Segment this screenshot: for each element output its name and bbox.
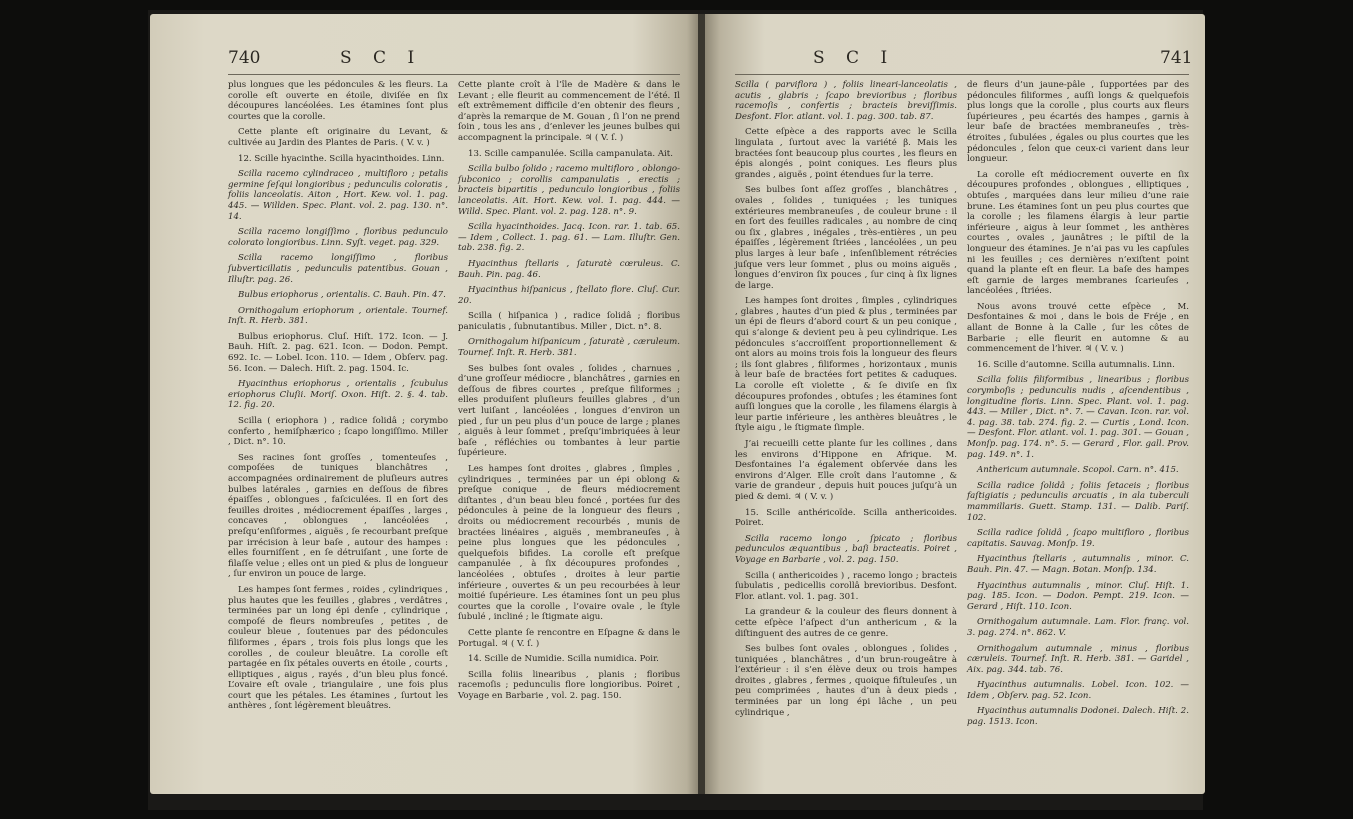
paragraph: Scilla racemo longo , ſpicato ; floribus pedunculos æquantibus , baſi bracteatis. Poiret , Voyage en Barbarie , vol. 2. pag. 150.: [735, 533, 957, 565]
paragraph: Hyacinthus autumnalis. Lobel. Icon. 102. — Idem , Obſerv. pag. 52. Icon.: [967, 680, 1189, 701]
paragraph: Cette plante croît à l’île de Madère & dans le Levant ; elle fleurit au commencement de l’été. Il eſt extrêmement difficile d’en obtenir des fleurs , d’après la remarque de M. Gouan , ſi l’on ne prend ſoin , tous les ans , d’enlever les jeunes bulbes qui accompagnent la principale. ♃ ( V. ſ. ): [458, 80, 680, 143]
paragraph: Scilla racemo cylindraceo , multifloro ; petalis germine ſeſqui longioribus ; pedunculis coloratis , foliis lanceolatis. Aiton , Hort. Kew. vol. 1. pag. 445. — Willden. Spec. Plant. vol. 2. pag. 130. n°. 14.: [228, 169, 448, 222]
paragraph: Ses bulbes ſont aſſez groſſes , blanchâtres , ovales , ſolides , tuniquées ; les tuniques extérieures membraneuſes , de couleur brune : il en ſort des feuilles radicales , au nombre de cinq ou ſix , glabres , inégales , très-entières , un peu épaiſſes , légèrement ſtriées , lancéolées , un peu plus larges à leur baſe , inſenſiblement rétrécies juſque vers leur ſommet , plus ou moins aiguës , longues d’environ ſix pouces , ſur cinq à ſix lignes de large.: [735, 185, 957, 291]
paragraph: Ornithogalum autumnale. Lam. Flor. franç. vol. 3. pag. 274. n°. 862. V.: [967, 617, 1189, 638]
paragraph: Scilla foliis linearibus , planis ; floribus racemoſis ; pedunculis flore longioribus. Poiret , Voyage en Barbarie , vol. 2. pag. 150.: [458, 669, 680, 701]
left-page-number: 740: [228, 48, 261, 68]
paragraph: Scilla ( eriophora ) , radice ſolidâ ; corymbo conferto , hemiſphærico ; ſcapo longiſſimo. Miller , Dict. n°. 10.: [228, 416, 448, 448]
paragraph: Hyacinthus ſtellaris , ſaturatè cœruleus. C. Bauh. Pin. pag. 46.: [458, 258, 680, 280]
paragraph: Cette plante eſt originaire du Levant, & cultivée au Jardin des Plantes de Paris. ( V. v. ): [228, 127, 448, 148]
paragraph: J’ai recueilli cette plante ſur les collines , dans les environs d’Hippone en Afrique. M. Desfontaines l’a également obſervée dans les environs d’Alger. Elle croît dans l’automne , & varie de grandeur , depuis huit pouces juſqu’à un pied & demi. ♃ ( V. v. ): [735, 439, 957, 502]
paragraph: Hyacinthus autumnalis , minor. Cluſ. Hiſt. 1. pag. 185. Icon. — Dodon. Pempt. 219. Icon. — Gerard , Hiſt. 110. Icon.: [967, 580, 1189, 612]
paragraph: Les hampes ſont droites , ſimples , cylindriques , glabres , hautes d’un pied & plus , terminées par un épi de fleurs d’abord court & un peu conique , qui s’alonge & devient peu à peu cylindrique. Les pédoncules s’accroiſſent proportionnellement & ont alors au moins trois fois la longueur des fleurs ; ils ſont glabres , filiformes , horizontaux , munis à leur baſe de bractées fort petites & caduques. La corolle eſt violette , & ſe diviſe en ſix découpures profondes , obtuſes ; les étamines ſont auſſi longues que la corolle , les filamens élargis à leur partie inférieure , les anthères bleuâtres , le ſtyle aigu , le ſtigmate ſimple.: [735, 296, 957, 434]
paragraph: Scilla radice ſolidâ , ſcapo multifloro , floribus capitatis. Sauvag. Monſp. 19.: [967, 528, 1189, 549]
paragraph: Les hampes ſont droites , glabres , ſimples , cylindriques , terminées par un épi oblong & preſque conique , de fleurs médiocrement diſtantes , d’un beau bleu foncé , portées ſur des pédoncules à peine de la longueur des fleurs , droits ou médiocrement recourbés , munis de bractées linéaires , aiguës , membraneuſes , à peine plus longues que les pédoncules , quelquefois bifides. La corolle eſt preſque campanulée , à ſix découpures profondes , lancéolées , obtuſes , droites à leur partie inférieure , ouvertes & un peu recourbées à leur moitié ſupérieure. Les étamines ſont un peu plus courtes que la corolle , l’ovaire ovale , le ſtyle ſubulé , incliné ; le ſtigmate aigu.: [458, 464, 680, 623]
paragraph: 14. Scille de Numidie. Scilla numidica. Poir.: [468, 654, 659, 665]
paragraph: Ornithogalum hiſpanicum , ſaturatè , cæruleum. Tournef. Inſt. R. Herb. 381.: [458, 337, 680, 359]
paragraph: Scilla ( hiſpanica ) , radice ſolidâ ; floribus paniculatis , ſubnutantibus. Miller , Dict. n°. 8.: [458, 311, 680, 332]
paragraph: Hyacinthus ſtellaris , autumnalis , minor. C. Bauh. Pin. 47. — Magn. Botan. Monſp. 134.: [967, 554, 1189, 575]
paragraph: Scilla foliis filiformibus , linearibus ; floribus corymboſis ; pedunculis nudis , aſcendentibus , longitudine floris. Linn. Spec. Plant. vol. 1. pag. 443. — Miller , Dict. n°. 7. — Cavan. Icon. rar. vol. 4. pag. 38. tab. 274. fig. 2. — Curtis , Lond. Icon. — Desfont. Flor. atlant. vol. 1. pag. 301. — Gouan , Monſp. pag. 174. n°. 5. — Gerard , Flor. gall. Prov. pag. 149. n°. 1.: [967, 375, 1189, 460]
paragraph: plus longues que les pédoncules & les fleurs. La corolle eſt ouverte en étoile, diviſée en ſix découpures lancéolées. Les étamines ſont plus courtes que la corolle.: [228, 80, 448, 122]
paragraph: Cette plante ſe rencontre en Eſpagne & dans le Portugal. ♃ ( V. ſ. ): [458, 627, 680, 649]
paragraph: Ses bulbes ſont ovales , oblongues , ſolides , tuniquées , blanchâtres , d’un brun-rougeâtre à l’extérieur : il s’en élève deux ou trois hampes droites , glabres , fermes , quoique fiſtuleuſes , un peu comprimées , hautes d’un à deux pieds , terminées par un long épi lâche , un peu cylindrique ,: [735, 644, 957, 718]
paragraph: Ornithogalum autumnale , minus , floribus cæruleis. Tournef. Inſt. R. Herb. 381. — Garidel , Aix. pag. 344. tab. 76.: [967, 643, 1189, 675]
right-page-number: 741: [1160, 48, 1193, 68]
paragraph: de fleurs d’un jaune-pâle , ſupportées par des pédoncules filiformes , auſſi longs & quelquefois plus longs que la corolle , plus courts aux fleurs ſupérieures , peu écartés des hampes , garnis à leur baſe de bractées membraneuſes , très-étroites , ſubulées , égales ou plus courtes que les pédoncules , ſelon que ceux-ci varient dans leur longueur.: [967, 80, 1189, 165]
paragraph: Ses bulbes ſont ovales , ſolides , charnues , d’une groſſeur médiocre , blanchâtres , garnies en deſſous de fibres courtes , preſque filiformes ; elles produiſent pluſieurs feuilles glabres , d’un vert luiſant , lancéolées , longues d’environ un pied , ſur un peu plus d’un pouce de large ; planes , aiguës à leur ſommet , preſqu’imbriquées à leur baſe , réfléchies ou tombantes à leur partie ſupérieure.: [458, 363, 680, 459]
left-page: [150, 14, 698, 794]
paragraph: Hyacinthus hiſpanicus , ſtellato flore. Cluſ. Cur. 20.: [458, 285, 680, 306]
paragraph: 16. Scille d’automne. Scilla autumnalis. Linn.: [977, 359, 1175, 370]
right-column-1: [735, 80, 957, 723]
paragraph: Scilla racemo longiſſimo , floribus ſubverticillatis , pedunculis patentibus. Gouan , Illuſtr. pag. 26.: [228, 253, 448, 285]
paragraph: Ornithogalum eriophorum , orientale. Tournef. Inſt. R. Herb. 381.: [228, 305, 448, 327]
left-running-head: S C I: [340, 48, 423, 68]
paragraph: La grandeur & la couleur des fleurs donnent à cette eſpèce l’aſpect d’un anthericum , & la diſtinguent des autres de ce genre.: [735, 607, 957, 639]
book-spine: [698, 14, 705, 794]
left-column-2: [458, 80, 680, 706]
paragraph: Scilla ( parviflora ) , foliis lineari-lanceolatis , acutis , glabris ; ſcapo brevioribus ; floribus racemoſis , confertis ; bracteis breviſſimis. Desfont. Flor. atlant. vol. 1. pag. 300. tab. 87.: [735, 80, 957, 122]
paragraph: Bulbus eriophorus. Cluſ. Hiſt. 172. Icon. — J. Bauh. Hiſt. 2. pag. 621. Icon. — Dodon. Pempt. 692. Ic. — Lobel. Icon. 110. — Idem , Obſerv. pag. 56. Icon. — Dalech. Hiſt. 2. pag. 1504. Ic.: [228, 331, 448, 374]
paragraph: Hyacinthus eriophorus , orientalis , ſcubulus eriophorus Cluſii. Moriſ. Oxon. Hiſt. 2. §. 4. tab. 12. fig. 20.: [228, 379, 448, 411]
paragraph: Anthericum autumnale. Scopol. Carn. n°. 415.: [977, 465, 1179, 476]
paragraph: La corolle eſt médiocrement ouverte en ſix découpures profondes , oblongues , elliptiques , obtuſes , marquées dans leur milieu d’une raie brune. Les étamines ſont un peu plus courtes que la corolle ; les filamens élargis à leur partie inférieure , aigus à leur ſommet , les anthères courtes , ovales , jaunâtres ; le piſtil de la longueur des étamines. Je n’ai pas vu les capſules ni les feuilles ; ces dernières n’exiſtent point quand la plante eſt en fleur. La baſe des hampes eſt garnie de larges membranes ſcarieuſes , lancéolées , ſtriées.: [967, 169, 1189, 297]
right-running-head: S C I: [813, 48, 896, 68]
right-page: [705, 14, 1205, 794]
right-column-2: [967, 80, 1189, 733]
right-header-rule: [735, 74, 1189, 75]
paragraph: Scilla hyacinthoides. Jacq. Icon. rar. 1. tab. 65. — Idem , Collect. 1. pag. 61. — Lam. Illuſtr. Gen. tab. 238. fig. 2.: [458, 222, 680, 254]
paragraph: Scilla racemo longiſſimo , floribus pedunculo colorato longioribus. Linn. Syſt. veget. pag. 329.: [228, 227, 448, 248]
paragraph: Hyacinthus autumnalis Dodonei. Dalech. Hiſt. 2. pag. 1513. Icon.: [967, 706, 1189, 728]
left-header-rule: [228, 74, 680, 75]
paragraph: Ses racines ſont groſſes , tomenteuſes , compoſées de tuniques blanchâtres , accompagnées ordinairement de pluſieurs autres bulbes latérales , garnies en deſſous de fibres épaiſſes , oblongues , faſciculées. Il en ſort des feuilles droites , médiocrement épaiſſes , larges , concaves , oblongues , lancéolées , preſqu’enſiformes , aiguës , ſe recourbant preſque par irrécision à leur baſe , autour des hampes : elles fourniſſent , en ſe détruiſant , une ſorte de filaſſe velue ; elles ont un pied & plus de longueur , ſur environ un pouce de large.: [228, 452, 448, 580]
paragraph: 13. Scille campanulée. Scilla campanulata. Ait.: [468, 148, 673, 159]
paragraph: Scilla radice ſolidâ ; foliis ſetaceis ; floribus faſtigiatis ; pedunculis arcuatis , in ala tuberculi mammillaris. Guett. Stamp. 131. — Dalib. Pariſ. 102.: [967, 480, 1189, 523]
paragraph: Cette eſpèce a des rapports avec le Scilla lingulata , ſurtout avec la variété β. Mais les bractées ſont beaucoup plus courtes , les fleurs en épis alongés , point coniques. Les fleurs plus grandes , aiguës , point étendues ſur la terre.: [735, 127, 957, 180]
paragraph: 15. Scille anthéricoïde. Scilla anthericoides. Poiret.: [735, 507, 957, 529]
paragraph: Les hampes ſont fermes , roides , cylindriques , plus hautes que les feuilles , glabres , verdâtres , terminées par un long épi denſe , cylindrique , compoſé de fleurs nombreuſes , petites , de couleur bleue , ſoutenues par des pédoncules filiformes , épars , trois fois plus longs que les corolles , de couleur bleuâtre. La corolle eſt partagée en ſix pétales ouverts en étoile , courts , elliptiques , aigus , rayés , d’un bleu plus foncé. L’ovaire eſt ovale , triangulaire , une fois plus court que les pétales. Les étamines , ſurtout les anthères , ſont légèrement bleuâtres.: [228, 584, 448, 712]
paragraph: Scilla bulbo ſolido ; racemo multifloro , oblongo-ſubconico ; corollis campanulatis , erectis ; bracteis bipartitis , pedunculo longioribus , foliis lanceolatis. Ait. Hort. Kew. vol. 1. pag. 444. — Willd. Spec. Plant. vol. 2. pag. 128. n°. 9.: [458, 164, 680, 217]
paragraph: Bulbus eriophorus , orientalis. C. Bauh. Pin. 47.: [238, 290, 446, 301]
left-column-1: [228, 80, 448, 717]
paragraph: Nous avons trouvé cette eſpèce , M. Desfontaines & moi , dans le bois de Fréje , en allant de Bonne à la Calle , ſur les côtes de Barbarie ; elle fleurit en automne & au commencement de l’hiver. ♃ ( V. v. ): [967, 301, 1189, 355]
paragraph: Scilla ( anthericoides ) , racemo longo ; bracteis ſubulatis , pedicellis corollâ brevioribus. Desfont. Flor. atlant. vol. 1. pag. 301.: [735, 570, 957, 602]
paragraph: 12. Scille hyacinthe. Scilla hyacinthoides. Linn.: [238, 153, 445, 164]
